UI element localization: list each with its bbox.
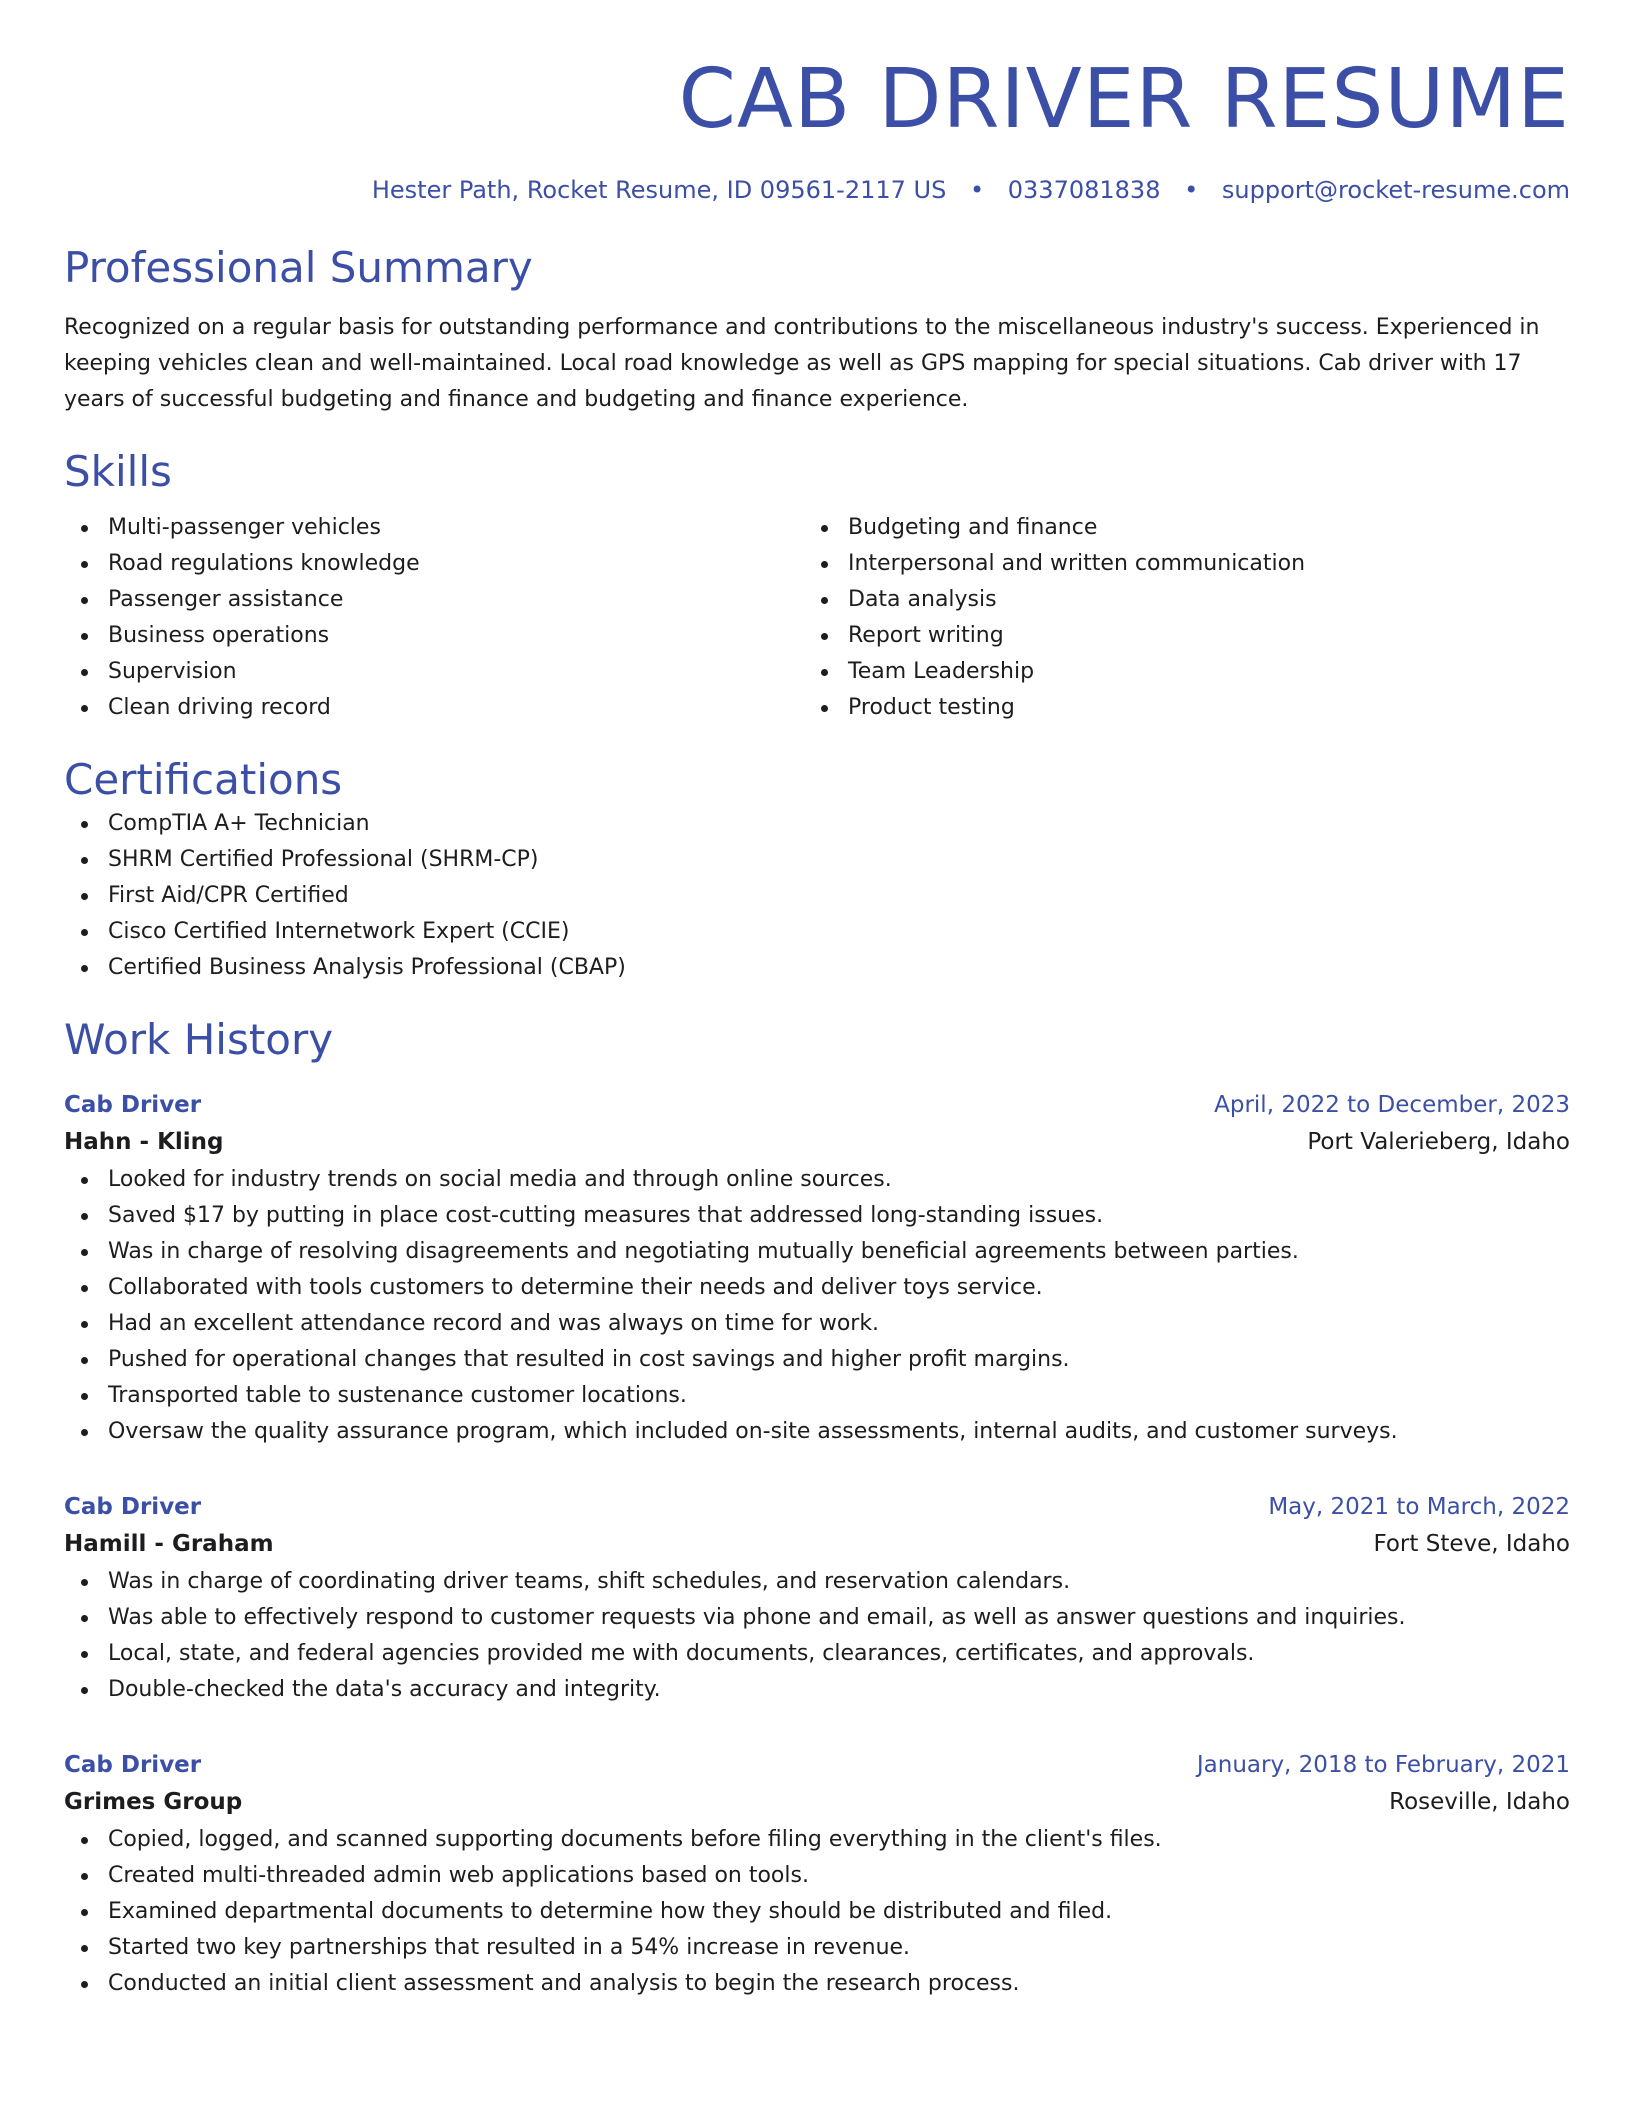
job-title: Cab Driver <box>64 1752 202 1778</box>
skill-item: Interpersonal and written communication <box>804 546 1544 582</box>
certifications-heading: Certifications <box>64 755 343 804</box>
skill-item: Clean driving record <box>64 690 804 726</box>
job-bullets <box>64 1564 1570 1708</box>
job-entry <box>64 1748 1570 2002</box>
certification-item: Certified Business Analysis Professional (CBAP) <box>64 950 1570 986</box>
job-header-row <box>64 1490 1570 1524</box>
skill-item: Budgeting and finance <box>804 510 1544 546</box>
job-bullet: Was in charge of coordinating driver teams, shift schedules, and reservation calendars. <box>64 1564 1570 1600</box>
work-history-heading: Work History <box>64 1015 334 1064</box>
contact-separator: • <box>969 176 985 204</box>
skills-list-right <box>804 510 1544 726</box>
job-bullets <box>64 1162 1570 1450</box>
contact-separator: • <box>1184 176 1199 204</box>
job-bullet: Copied, logged, and scanned supporting documents before filing everything in the client's files. <box>64 1822 1570 1858</box>
contact-line <box>64 174 1570 206</box>
skill-item: Business operations <box>64 618 804 654</box>
job-bullet: Double-checked the data's accuracy and integrity. <box>64 1672 1570 1708</box>
skill-item: Road regulations knowledge <box>64 546 804 582</box>
skill-item: Supervision <box>64 654 804 690</box>
skill-item: Multi-passenger vehicles <box>64 510 804 546</box>
job-bullet: Examined departmental documents to determine how they should be distributed and filed. <box>64 1894 1570 1930</box>
job-company: Hahn - Kling <box>64 1129 224 1155</box>
job-bullet: Had an excellent attendance record and was always on time for work. <box>64 1306 1570 1342</box>
job-company-row <box>64 1524 1570 1564</box>
skills-list-left <box>64 510 804 726</box>
job-location: Fort Steve, Idaho <box>1373 1531 1570 1557</box>
certification-item: SHRM Certified Professional (SHRM-CP) <box>64 842 1570 878</box>
summary-heading: Professional Summary <box>64 243 533 292</box>
job-header-row <box>64 1088 1570 1122</box>
job-bullet: Looked for industry trends on social media and through online sources. <box>64 1162 1570 1198</box>
contact-address: Hester Path, Rocket Resume, ID 09561-2117 US <box>371 176 947 204</box>
job-company-row <box>64 1122 1570 1162</box>
job-bullet: Was in charge of resolving disagreements and negotiating mutually beneficial agreements between parties. <box>64 1234 1570 1270</box>
job-title: Cab Driver <box>64 1092 202 1118</box>
skill-item: Product testing <box>804 690 1544 726</box>
job-entry <box>64 1490 1570 1708</box>
contact-phone: 0337081838 <box>1007 176 1161 204</box>
certification-item: First Aid/CPR Certified <box>64 878 1570 914</box>
job-bullet: Oversaw the quality assurance program, which included on-site assessments, internal audits, and customer surveys. <box>64 1414 1570 1450</box>
job-location: Port Valerieberg, Idaho <box>1307 1129 1570 1155</box>
contact-email: support@rocket-resume.com <box>1221 176 1570 204</box>
job-bullets <box>64 1822 1570 2002</box>
job-bullet: Local, state, and federal agencies provided me with documents, clearances, certificates, and approvals. <box>64 1636 1570 1672</box>
job-dates: May, 2021 to March, 2022 <box>1268 1494 1570 1520</box>
job-bullet: Started two key partnerships that resulted in a 54% increase in revenue. <box>64 1930 1570 1966</box>
skills-heading: Skills <box>64 447 172 496</box>
skills-grid <box>64 510 1570 726</box>
job-bullet: Collaborated with tools customers to determine their needs and deliver toys service. <box>64 1270 1570 1306</box>
skill-item: Team Leadership <box>804 654 1544 690</box>
job-bullet: Pushed for operational changes that resulted in cost savings and higher profit margins. <box>64 1342 1570 1378</box>
summary-text: Recognized on a regular basis for outstanding performance and contributions to the miscellaneous industry's success. Experienced in keeping vehicles clean and well-maintained. Local road knowledge as well as GPS mapping for special situations. Cab driver with 17 years of successful budgeting and finance and budgeting and finance experience. <box>64 315 1540 412</box>
resume-title: CAB DRIVER RESUME <box>678 52 1570 147</box>
certification-item: Cisco Certified Internetwork Expert (CCIE) <box>64 914 1570 950</box>
job-location: Roseville, Idaho <box>1389 1789 1570 1815</box>
job-entry <box>64 1088 1570 1450</box>
job-company: Hamill - Graham <box>64 1531 274 1557</box>
job-bullet: Conducted an initial client assessment and analysis to begin the research process. <box>64 1966 1570 2002</box>
certification-item: CompTIA A+ Technician <box>64 806 1570 842</box>
job-title: Cab Driver <box>64 1494 202 1520</box>
job-header-row <box>64 1748 1570 1782</box>
skill-item: Report writing <box>804 618 1544 654</box>
job-bullet: Created multi-threaded admin web applications based on tools. <box>64 1858 1570 1894</box>
job-bullet: Was able to effectively respond to customer requests via phone and email, as well as answer questions and inquiries. <box>64 1600 1570 1636</box>
job-company-row <box>64 1782 1570 1822</box>
skill-item: Passenger assistance <box>64 582 804 618</box>
job-dates: April, 2022 to December, 2023 <box>1214 1092 1570 1118</box>
skill-item: Data analysis <box>804 582 1544 618</box>
job-bullet: Transported table to sustenance customer locations. <box>64 1378 1570 1414</box>
job-dates: January, 2018 to February, 2021 <box>1196 1752 1570 1778</box>
certifications-list <box>64 806 1570 986</box>
job-company: Grimes Group <box>64 1789 243 1815</box>
job-bullet: Saved $17 by putting in place cost-cutting measures that addressed long-standing issues. <box>64 1198 1570 1234</box>
